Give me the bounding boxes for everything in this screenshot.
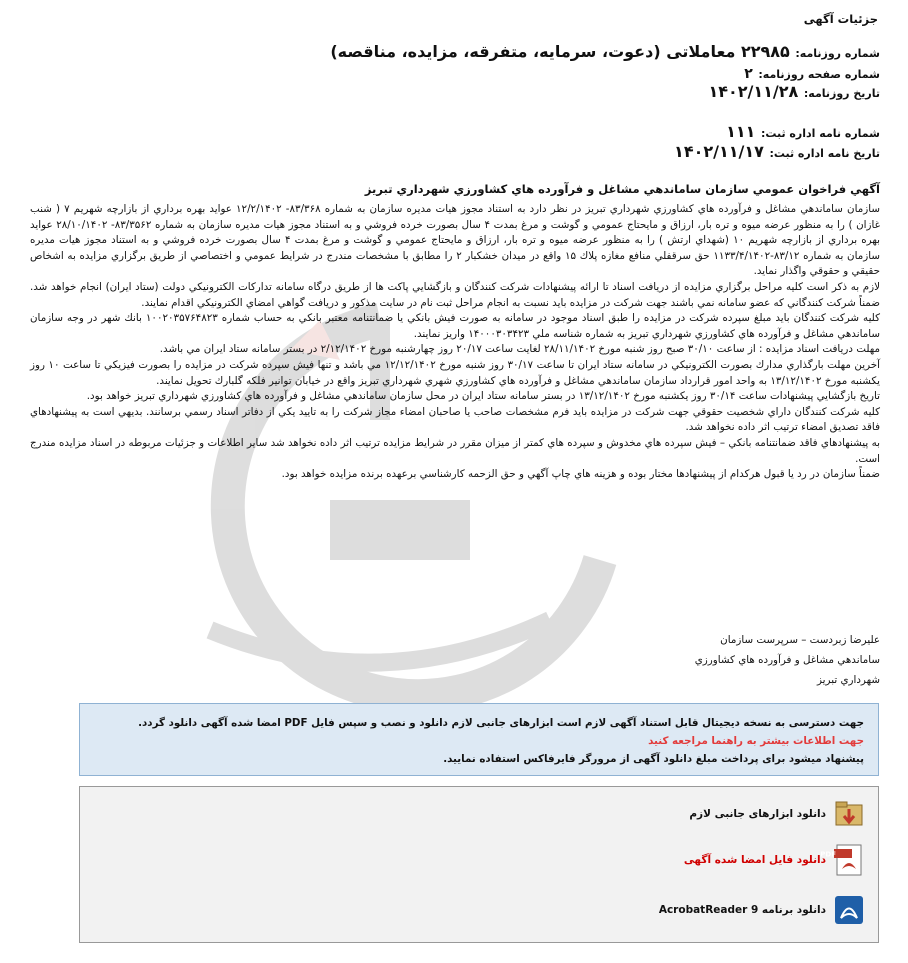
newspaper-number-row	[330, 42, 880, 61]
page-number-row	[744, 63, 880, 82]
download-signed-file-link[interactable]	[684, 843, 866, 877]
pdf-icon-text: PDF	[820, 850, 836, 859]
registry-letter-date-label: تاریخ نامه اداره ثبت:	[769, 147, 880, 160]
ad-paragraph: ضمناً سازمان در رد يا قبول هركدام از پيشنهادها مختار بوده و هزينه هاي چاپ آگهي و حق الزحمه كارشناسي برعهده برنده مزايده خواهد بود.	[281, 468, 880, 481]
page-number-value: ۲	[744, 66, 753, 82]
download-signed-file-label: دانلود فایل امضا شده آگهی	[683, 854, 826, 866]
info-line-firefox: پیشنهاد میشود برای پرداخت مبلغ دانلود آگهی از مرورگر فایرفاکس استفاده نمایید.	[443, 753, 864, 765]
newspaper-date-value: ۱۴۰۲/۱۱/۲۸	[708, 82, 799, 101]
ad-paragraph: تاريخ بازگشايي پيشنهادات ساعت ۳۰/۱۴ روز يكشنبه مورخ ۱۳/۱۲/۱۴۰۲ در بستر سامانه ستاد ايران در محل سازمان ساماندهي مشاغل و فرآورده هاي كشاورزي شهرداري تبريز خواهد بود.	[86, 390, 880, 403]
signature-line: ساماندهي مشاغل و فرآورده هاي كشاورزي	[694, 654, 880, 666]
registry-letter-number-label: شماره نامه اداره ثبت:	[760, 127, 880, 140]
registry-letter-number-value: ۱۱۱	[726, 122, 756, 141]
download-acrobat-label: دانلود برنامه AcrobatReader 9	[658, 904, 826, 916]
pdf-file-icon	[820, 843, 866, 877]
ad-paragraph: آخرين مهلت بارگذاري مدارك بصورت الكترونيكي در سامانه ستاد ايران تا ساعت ۳۰/۱۷ روز شنبه مورخ ۱۲/۱۲/۱۴۰۲ مي باشد و تنها فيش سپرده شركت در مزايده را بصورت فيزيكي تا ساعت ۱۰ روز يكشنبه مورخ ۱۳/۱۲/۱۴۰۲ به واحد امور قرارداد سازمان ساماندهي مشاغل و فرآورده هاي كشاورزي شهري شهرداري تبريز واقع در خيابان توانير فلكه گلبارك تحويل نمايند.	[30, 358, 881, 387]
newspaper-date-label: تاریخ روزنامه:	[803, 87, 880, 100]
section-title: جزئیات آگهی	[803, 12, 878, 26]
signature-line: شهرداري تبريز	[816, 674, 880, 686]
registry-letter-number-row	[726, 122, 880, 141]
info-line-instructions: جهت دسترسی به نسخه دیجیتال قابل استناد آگهی لازم است ابزارهای جانبی لازم دانلود و نصب و سپس فایل PDF امضا شده آگهی دانلود گردد.	[138, 717, 864, 729]
download-tools-label: دانلود ابزارهای جانبی لازم	[689, 808, 826, 820]
ad-paragraph: به پيشنهادهاي فاقد ضمانتنامه بانكي – فيش سپرده هاي مخدوش و سپرده هاي كمتر از ميزان مقرر در شرايط مزايده ترتيب اثر داده نخواهد شد ساير اطلاعات و جزئيات مربوطه در اسناد مزايده مندرج است.	[30, 436, 880, 465]
newspaper-number-value: ۲۲۹۸۵ معاملاتی (دعوت، سرمایه، متفرقه، مزایده، مناقصه)	[330, 42, 790, 61]
ad-paragraph: كليه شركت كنندگان داراي شخصيت حقوقي جهت شركت در مزايده بايد فرم مشخصات صاحب يا صاحبان امضاء مجاز شركت را به تاييد يكي از دفاتر اسناد رسمي برسانند. بديهي است به پيشنهادهاي فاقد تصديق امضاء ترتيب اثر داده نخواهد شد.	[30, 405, 880, 434]
downloads-box	[79, 786, 879, 943]
registry-letter-date-value: ۱۴۰۲/۱۱/۱۷	[674, 142, 764, 161]
ad-paragraph: لازم به ذكر است كليه مراحل برگزاري مزايده از دريافت اسناد تا ارائه پيشنهادات شركت كنندگان و بازگشايي پاكت ها از طريق درگاه سامانه تداركات الكترونيكي دولت (ستاد ايران) انجام خواهد شد. ضمناً شركت كنندگاني كه عضو سامانه نمي باشند جهت شركت در مزايده بايد نسبت به انجام مراحل ثبت نام در سايت مذكور و دريافت گواهي امضاي الكترونيكي اقدام نمايند.	[30, 280, 880, 309]
ad-paragraph: سازمان ساماندهي مشاغل و فرآورده هاي كشاورزي شهرداري تبريز در نظر دارد به استناد مجوز هيات مديره سازمان به شماره ۸۳/۳۶۸- ۱۲/۲/۱۴۰۲ عوايد بهره برداري از بازارچه شهريم ۷ ( شنب غازان ) را به منظور عرضه ميوه و تره بار، ارزاق و مايحتاج عمومي و گوشت و مرغ بمدت ۴ سال بصورت خرده فروشي و به استناد مجوز هيات مديره سازمان به شماره ۸۳/۳۵۶۲- ۲۸/۱۰/۱۴۰۲ عوايد بهره برداري از بازارچه شهريم ۱۰ (شهداي ارتش ) را به منظور عرضه ميوه و تره بار، ارزاق و مايحتاج عمومي و گوشت و مرغ بمدت ۴ سال بصورت خرده فروشي و به استناد مجوز هيات مديره سازمان به شماره ۸۳/۱۲-۱۱۳۳/۴/۱۴۰۲ حق سرقفلي منافع مغازه پلاك ۱۵ واقع در ميدان خشكبار ۲ را مطابق با مشخصات مندرج در شرايط عمومي و اختصاصي از طريق برگزاري مزايده به اشخاص حقيقي و حقوقي واگذار نمايد.	[30, 203, 880, 278]
folder-download-icon	[832, 797, 866, 831]
ad-title: آگهي فراخوان عمومي سازمان ساماندهي مشاغل و فرآورده هاي كشاورزي شهرداري تبريز	[364, 182, 880, 196]
ad-paragraph: كليه شركت كنندگان بايد مبلغ سپرده شركت در مزايده را طبق اسناد موجود در سامانه به صورت فيش بانكي يا ضمانتنامه معتبر بانكي به حساب شماره ۱۰۰۲۰۳۵۷۶۴۸۲۳ بانك شهر در وجه سازمان ساماندهي مشاغل و فرآورده هاي كشاورزي شهرداري تبريز به شماره شناسه ملي ۱۴۰۰۰۳۰۳۴۲۳ واريز نمايند.	[30, 312, 880, 340]
page-number-label: شماره صفحه روزنامه:	[758, 68, 880, 81]
registry-letter-date-row	[674, 142, 880, 161]
ad-paragraph: مهلت دريافت اسناد مزايده : از ساعت ۳۰/۱۰ صبح روز شنبه مورخ ۲۸/۱۱/۱۴۰۲ لغايت ساعت ۲۰/۱۷ روز چهارشنبه مورخ ۲/۱۲/۱۴۰۲ در بستر سامانه ستاد ايران مي باشد.	[159, 343, 880, 356]
download-acrobat-link[interactable]	[659, 893, 866, 927]
ad-body	[30, 202, 880, 483]
info-box	[79, 703, 879, 776]
newspaper-date-row	[708, 82, 880, 101]
acrobat-reader-icon	[832, 893, 866, 927]
newspaper-number-label: شماره روزنامه:	[795, 47, 880, 60]
signature-block	[695, 630, 880, 690]
help-link[interactable]: جهت اطلاعات بیشتر به راهنما مراجعه کنید	[648, 735, 864, 747]
download-tools-link[interactable]	[689, 797, 866, 831]
signature-line: عليرضا زبردست – سرپرست سازمان	[720, 634, 880, 646]
